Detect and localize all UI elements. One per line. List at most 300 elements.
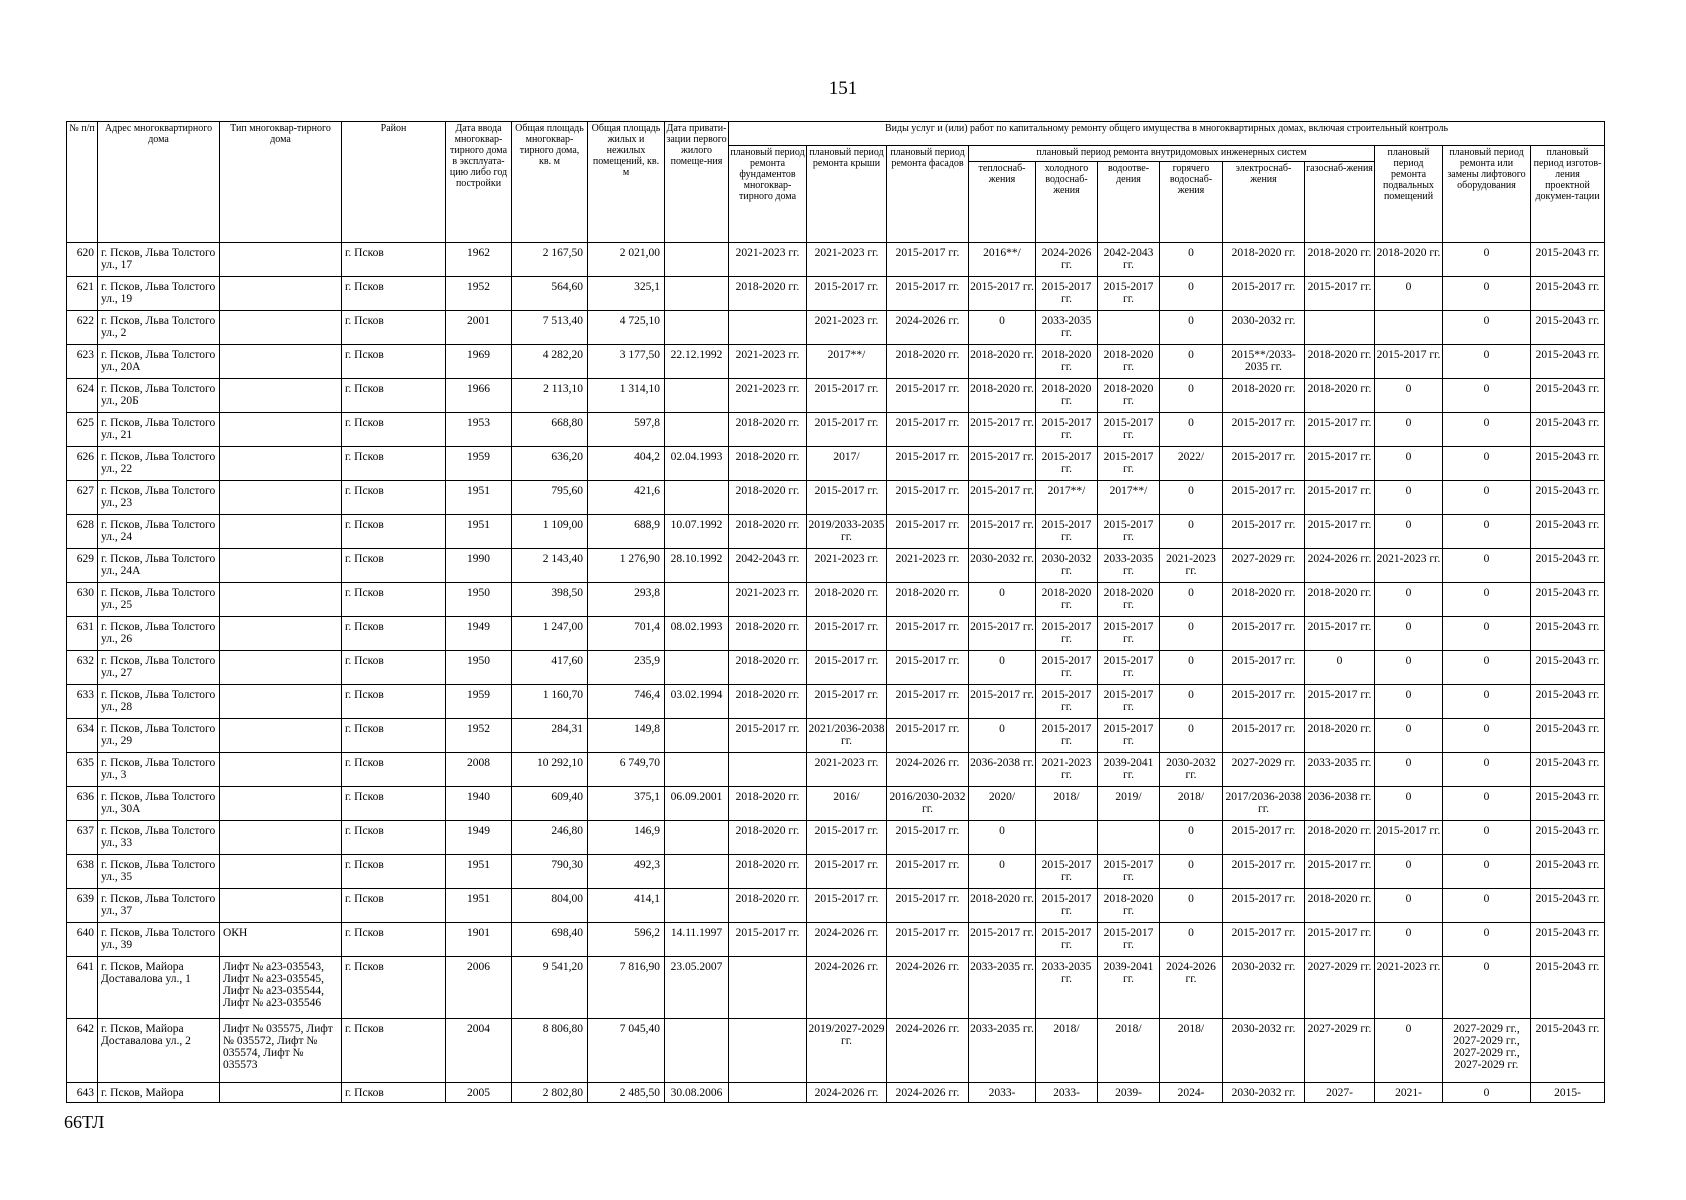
cell-foundation <box>729 753 807 787</box>
cell-year: 1949 <box>446 617 512 651</box>
cell-elec: 2030-2032 гг. <box>1223 1019 1305 1083</box>
cell-cold: 2033-2035 гг. <box>1036 957 1098 1019</box>
cell-heat: 2033- <box>969 1083 1036 1103</box>
cell-elec: 2015-2017 гг. <box>1223 923 1305 957</box>
cell-project: 2015-2043 гг. <box>1531 413 1605 447</box>
header-basement: плановый период ремонта подвальных помещений <box>1375 146 1443 243</box>
cell-project: 2015-2043 гг. <box>1531 447 1605 481</box>
cell-hot: 2024- <box>1160 1083 1223 1103</box>
cell-district: г. Псков <box>342 1019 446 1083</box>
cell-district: г. Псков <box>342 583 446 617</box>
cell-drain: 2015-2017 гг. <box>1098 651 1160 685</box>
cell-living: 2 485,50 <box>588 1083 665 1103</box>
cell-elevator: 0 <box>1443 821 1531 855</box>
cell-roof: 2021-2023 гг. <box>807 243 887 277</box>
cell-drain: 2039- <box>1098 1083 1160 1103</box>
cell-hot: 0 <box>1160 821 1223 855</box>
cell-basement: 0 <box>1375 447 1443 481</box>
cell-roof: 2015-2017 гг. <box>807 617 887 651</box>
cell-no: 640 <box>67 923 98 957</box>
cell-year: 1952 <box>446 719 512 753</box>
cell-year: 1901 <box>446 923 512 957</box>
table-row <box>67 821 1605 855</box>
cell-foundation <box>729 957 807 1019</box>
cell-roof: 2015-2017 гг. <box>807 855 887 889</box>
cell-year: 1951 <box>446 515 512 549</box>
cell-gas: 2036-2038 гг. <box>1305 787 1375 821</box>
cell-roof: 2015-2017 гг. <box>807 379 887 413</box>
table-row <box>67 889 1605 923</box>
cell-total: 1 160,70 <box>512 685 588 719</box>
cell-total: 284,31 <box>512 719 588 753</box>
cell-address: г. Псков, Льва Толстого ул., 37 <box>98 889 220 923</box>
cell-cold: 2015-2017 гг. <box>1036 889 1098 923</box>
cell-foundation: 2018-2020 гг. <box>729 685 807 719</box>
table-row <box>67 651 1605 685</box>
cell-elevator: 0 <box>1443 549 1531 583</box>
cell-no: 623 <box>67 345 98 379</box>
cell-foundation: 2015-2017 гг. <box>729 719 807 753</box>
cell-hot: 0 <box>1160 855 1223 889</box>
cell-no: 632 <box>67 651 98 685</box>
cell-living: 746,4 <box>588 685 665 719</box>
cell-elec: 2015-2017 гг. <box>1223 447 1305 481</box>
cell-cold: 2018-2020 гг. <box>1036 379 1098 413</box>
cell-total: 2 113,10 <box>512 379 588 413</box>
cell-gas: 2027-2029 гг. <box>1305 1019 1375 1083</box>
cell-basement: 2015-2017 гг. <box>1375 345 1443 379</box>
cell-district: г. Псков <box>342 855 446 889</box>
cell-facade: 2015-2017 гг. <box>887 855 969 889</box>
cell-living: 4 725,10 <box>588 311 665 345</box>
cell-no: 630 <box>67 583 98 617</box>
cell-gas: 2015-2017 гг. <box>1305 413 1375 447</box>
cell-elec: 2015-2017 гг. <box>1223 685 1305 719</box>
cell-no: 626 <box>67 447 98 481</box>
cell-address: г. Псков, Льва Толстого ул., 22 <box>98 447 220 481</box>
cell-district: г. Псков <box>342 447 446 481</box>
cell-elec: 2015-2017 гг. <box>1223 821 1305 855</box>
table-row <box>67 243 1605 277</box>
cell-priv <box>665 481 729 515</box>
cell-district: г. Псков <box>342 311 446 345</box>
cell-hot: 0 <box>1160 617 1223 651</box>
cell-gas: 2018-2020 гг. <box>1305 719 1375 753</box>
cell-drain: 2015-2017 гг. <box>1098 413 1160 447</box>
cell-living: 7 045,40 <box>588 1019 665 1083</box>
cell-year: 2008 <box>446 753 512 787</box>
cell-elevator: 0 <box>1443 413 1531 447</box>
cell-cold: 2033-2035 гг. <box>1036 311 1098 345</box>
cell-basement: 2021-2023 гг. <box>1375 957 1443 1019</box>
cell-basement: 0 <box>1375 787 1443 821</box>
cell-roof: 2018-2020 гг. <box>807 583 887 617</box>
cell-gas: 2018-2020 гг. <box>1305 821 1375 855</box>
cell-elevator: 0 <box>1443 685 1531 719</box>
cell-elec: 2027-2029 гг. <box>1223 549 1305 583</box>
table-row <box>67 379 1605 413</box>
cell-type <box>220 379 342 413</box>
cell-hot: 0 <box>1160 243 1223 277</box>
cell-priv: 28.10.1992 <box>665 549 729 583</box>
cell-foundation: 2021-2023 гг. <box>729 243 807 277</box>
cell-priv <box>665 889 729 923</box>
cell-facade: 2015-2017 гг. <box>887 889 969 923</box>
cell-priv <box>665 583 729 617</box>
cell-foundation: 2021-2023 гг. <box>729 583 807 617</box>
cell-address: г. Псков, Льва Толстого ул., 29 <box>98 719 220 753</box>
cell-drain: 2018-2020 гг. <box>1098 889 1160 923</box>
cell-hot: 2018/ <box>1160 787 1223 821</box>
cell-cold: 2018/ <box>1036 1019 1098 1083</box>
cell-elec: 2015-2017 гг. <box>1223 481 1305 515</box>
cell-living: 701,4 <box>588 617 665 651</box>
cell-facade: 2021-2023 гг. <box>887 549 969 583</box>
cell-facade: 2015-2017 гг. <box>887 685 969 719</box>
cell-project: 2015-2043 гг. <box>1531 787 1605 821</box>
cell-foundation: 2018-2020 гг. <box>729 447 807 481</box>
cell-address: г. Псков, Льва Толстого ул., 24А <box>98 549 220 583</box>
cell-basement: 2021- <box>1375 1083 1443 1103</box>
cell-total: 804,00 <box>512 889 588 923</box>
cell-total: 698,40 <box>512 923 588 957</box>
cell-total: 417,60 <box>512 651 588 685</box>
cell-cold: 2030-2032 гг. <box>1036 549 1098 583</box>
cell-living: 7 816,90 <box>588 957 665 1019</box>
cell-type <box>220 719 342 753</box>
cell-no: 643 <box>67 1083 98 1103</box>
cell-heat: 0 <box>969 821 1036 855</box>
table-body <box>67 243 1605 1103</box>
table-row <box>67 345 1605 379</box>
cell-foundation: 2021-2023 гг. <box>729 345 807 379</box>
cell-type <box>220 821 342 855</box>
cell-elec: 2015-2017 гг. <box>1223 651 1305 685</box>
cell-roof: 2021-2023 гг. <box>807 753 887 787</box>
cell-no: 637 <box>67 821 98 855</box>
table-row <box>67 855 1605 889</box>
cell-facade: 2015-2017 гг. <box>887 719 969 753</box>
cell-drain <box>1098 311 1160 345</box>
cell-type <box>220 617 342 651</box>
cell-district: г. Псков <box>342 753 446 787</box>
cell-living: 293,8 <box>588 583 665 617</box>
capital-repair-table <box>66 121 1605 1103</box>
cell-no: 624 <box>67 379 98 413</box>
header-cold-water: холодного водоснаб-жения <box>1036 162 1098 243</box>
cell-cold: 2033- <box>1036 1083 1098 1103</box>
table-row <box>67 481 1605 515</box>
cell-facade: 2015-2017 гг. <box>887 481 969 515</box>
cell-project: 2015-2043 гг. <box>1531 549 1605 583</box>
cell-type <box>220 685 342 719</box>
cell-hot: 0 <box>1160 685 1223 719</box>
cell-heat: 0 <box>969 855 1036 889</box>
cell-elevator: 0 <box>1443 311 1531 345</box>
cell-year: 1966 <box>446 379 512 413</box>
cell-district: г. Псков <box>342 889 446 923</box>
cell-elevator: 0 <box>1443 583 1531 617</box>
cell-facade: 2015-2017 гг. <box>887 821 969 855</box>
cell-elec: 2030-2032 гг. <box>1223 311 1305 345</box>
cell-district: г. Псков <box>342 787 446 821</box>
cell-roof: 2024-2026 гг. <box>807 923 887 957</box>
cell-year: 1990 <box>446 549 512 583</box>
cell-cold: 2015-2017 гг. <box>1036 413 1098 447</box>
cell-drain: 2015-2017 гг. <box>1098 685 1160 719</box>
cell-district: г. Псков <box>342 413 446 447</box>
cell-roof: 2024-2026 гг. <box>807 1083 887 1103</box>
cell-district: г. Псков <box>342 549 446 583</box>
cell-hot: 0 <box>1160 651 1223 685</box>
cell-year: 1959 <box>446 447 512 481</box>
cell-priv <box>665 243 729 277</box>
cell-elec: 2027-2029 гг. <box>1223 753 1305 787</box>
cell-drain: 2015-2017 гг. <box>1098 447 1160 481</box>
cell-living: 3 177,50 <box>588 345 665 379</box>
cell-roof: 2017/ <box>807 447 887 481</box>
cell-district: г. Псков <box>342 481 446 515</box>
cell-gas: 2018-2020 гг. <box>1305 889 1375 923</box>
table-row <box>67 277 1605 311</box>
cell-elec: 2018-2020 гг. <box>1223 583 1305 617</box>
cell-address: г. Псков, Льва Толстого ул., 21 <box>98 413 220 447</box>
cell-project: 2015-2043 гг. <box>1531 855 1605 889</box>
cell-basement: 0 <box>1375 515 1443 549</box>
cell-roof: 2021-2023 гг. <box>807 311 887 345</box>
cell-type <box>220 583 342 617</box>
cell-roof: 2021/2036-2038 гг. <box>807 719 887 753</box>
cell-project: 2015-2043 гг. <box>1531 379 1605 413</box>
cell-elec: 2030-2032 гг. <box>1223 957 1305 1019</box>
cell-heat: 2015-2017 гг. <box>969 515 1036 549</box>
cell-roof: 2019/2027-2029 гг. <box>807 1019 887 1083</box>
cell-no: 622 <box>67 311 98 345</box>
cell-roof: 2015-2017 гг. <box>807 889 887 923</box>
cell-year: 1951 <box>446 481 512 515</box>
cell-gas: 2018-2020 гг. <box>1305 379 1375 413</box>
table-row <box>67 685 1605 719</box>
cell-foundation <box>729 311 807 345</box>
cell-elevator: 2027-2029 гг., 2027-2029 гг., 2027-2029 гг., 2027-2029 гг. <box>1443 1019 1531 1083</box>
cell-living: 404,2 <box>588 447 665 481</box>
cell-facade: 2015-2017 гг. <box>887 515 969 549</box>
cell-total: 398,50 <box>512 583 588 617</box>
cell-cold: 2015-2017 гг. <box>1036 719 1098 753</box>
cell-living: 6 749,70 <box>588 753 665 787</box>
cell-cold: 2015-2017 гг. <box>1036 651 1098 685</box>
cell-basement: 0 <box>1375 855 1443 889</box>
cell-elevator: 0 <box>1443 651 1531 685</box>
cell-total: 564,60 <box>512 277 588 311</box>
cell-gas: 2015-2017 гг. <box>1305 515 1375 549</box>
cell-foundation: 2018-2020 гг. <box>729 855 807 889</box>
cell-cold: 2017**/ <box>1036 481 1098 515</box>
cell-gas: 2015-2017 гг. <box>1305 277 1375 311</box>
cell-priv <box>665 413 729 447</box>
cell-elevator: 0 <box>1443 787 1531 821</box>
cell-year: 1952 <box>446 277 512 311</box>
cell-priv: 23.05.2007 <box>665 957 729 1019</box>
cell-no: 621 <box>67 277 98 311</box>
cell-district: г. Псков <box>342 651 446 685</box>
cell-no: 620 <box>67 243 98 277</box>
cell-type <box>220 413 342 447</box>
table-row <box>67 719 1605 753</box>
cell-no: 641 <box>67 957 98 1019</box>
cell-drain: 2033-2035 гг. <box>1098 549 1160 583</box>
header-electric: электроснаб-жения <box>1223 162 1305 243</box>
cell-elec: 2030-2032 гг. <box>1223 1083 1305 1103</box>
cell-address: г. Псков, Майора <box>98 1083 220 1103</box>
table-row <box>67 413 1605 447</box>
header-roof: плановый период ремонта крыши <box>807 146 887 243</box>
cell-heat: 2015-2017 гг. <box>969 685 1036 719</box>
cell-address: г. Псков, Льва Толстого ул., 17 <box>98 243 220 277</box>
cell-district: г. Псков <box>342 617 446 651</box>
cell-address: г. Псков, Льва Толстого ул., 35 <box>98 855 220 889</box>
cell-facade: 2015-2017 гг. <box>887 379 969 413</box>
cell-facade: 2024-2026 гг. <box>887 753 969 787</box>
cell-priv: 02.04.1993 <box>665 447 729 481</box>
header-total-area: Общая площадь многоквар-тирного дома, кв. м <box>512 122 588 243</box>
cell-total: 790,30 <box>512 855 588 889</box>
cell-heat: 2030-2032 гг. <box>969 549 1036 583</box>
cell-type <box>220 277 342 311</box>
cell-priv: 08.02.1993 <box>665 617 729 651</box>
cell-foundation: 2018-2020 гг. <box>729 889 807 923</box>
cell-type <box>220 889 342 923</box>
cell-heat: 0 <box>969 311 1036 345</box>
cell-district: г. Псков <box>342 379 446 413</box>
cell-district: г. Псков <box>342 277 446 311</box>
cell-cold: 2015-2017 гг. <box>1036 685 1098 719</box>
cell-hot: 0 <box>1160 889 1223 923</box>
footer-code: 66ТЛ <box>64 1112 105 1132</box>
cell-address: г. Псков, Льва Толстого ул., 27 <box>98 651 220 685</box>
cell-hot: 0 <box>1160 413 1223 447</box>
cell-type: Лифт № а23-035543, Лифт № а23-035545, Лифт № а23-035544, Лифт № а23-035546 <box>220 957 342 1019</box>
cell-gas: 2018-2020 гг. <box>1305 583 1375 617</box>
cell-total: 1 247,00 <box>512 617 588 651</box>
cell-no: 627 <box>67 481 98 515</box>
cell-hot: 2018/ <box>1160 1019 1223 1083</box>
cell-foundation: 2018-2020 гг. <box>729 787 807 821</box>
cell-heat: 2033-2035 гг. <box>969 1019 1036 1083</box>
cell-address: г. Псков, Майора Доставалова ул., 2 <box>98 1019 220 1083</box>
cell-type <box>220 651 342 685</box>
cell-elevator: 0 <box>1443 923 1531 957</box>
cell-living: 325,1 <box>588 277 665 311</box>
cell-facade: 2015-2017 гг. <box>887 617 969 651</box>
cell-cold: 2018/ <box>1036 787 1098 821</box>
cell-living: 597,8 <box>588 413 665 447</box>
cell-year: 1962 <box>446 243 512 277</box>
table-row <box>67 617 1605 651</box>
cell-year: 2006 <box>446 957 512 1019</box>
header-drainage: водоотве-дения <box>1098 162 1160 243</box>
cell-elevator: 0 <box>1443 447 1531 481</box>
cell-drain: 2015-2017 гг. <box>1098 515 1160 549</box>
cell-roof: 2021-2023 гг. <box>807 549 887 583</box>
cell-heat: 2018-2020 гг. <box>969 889 1036 923</box>
cell-priv: 10.07.1992 <box>665 515 729 549</box>
cell-type <box>220 753 342 787</box>
cell-elec: 2017/2036-2038 гг. <box>1223 787 1305 821</box>
cell-heat: 2033-2035 гг. <box>969 957 1036 1019</box>
cell-heat: 2018-2020 гг. <box>969 379 1036 413</box>
cell-living: 492,3 <box>588 855 665 889</box>
cell-basement: 0 <box>1375 719 1443 753</box>
cell-year: 1969 <box>446 345 512 379</box>
cell-cold: 2018-2020 гг. <box>1036 583 1098 617</box>
cell-no: 639 <box>67 889 98 923</box>
cell-no: 635 <box>67 753 98 787</box>
cell-total: 2 802,80 <box>512 1083 588 1103</box>
cell-project: 2015-2043 гг. <box>1531 889 1605 923</box>
cell-total: 246,80 <box>512 821 588 855</box>
cell-basement: 0 <box>1375 685 1443 719</box>
cell-basement: 2015-2017 гг. <box>1375 821 1443 855</box>
cell-total: 9 541,20 <box>512 957 588 1019</box>
cell-priv: 22.12.1992 <box>665 345 729 379</box>
cell-gas: 0 <box>1305 651 1375 685</box>
cell-total: 609,40 <box>512 787 588 821</box>
cell-basement: 0 <box>1375 583 1443 617</box>
cell-elevator: 0 <box>1443 243 1531 277</box>
cell-elec: 2018-2020 гг. <box>1223 379 1305 413</box>
cell-priv <box>665 379 729 413</box>
cell-type <box>220 243 342 277</box>
cell-elevator: 0 <box>1443 957 1531 1019</box>
cell-heat: 2018-2020 гг. <box>969 345 1036 379</box>
cell-project: 2015-2043 гг. <box>1531 719 1605 753</box>
cell-heat: 2036-2038 гг. <box>969 753 1036 787</box>
cell-district: г. Псков <box>342 923 446 957</box>
cell-hot: 0 <box>1160 719 1223 753</box>
cell-type <box>220 549 342 583</box>
cell-type <box>220 311 342 345</box>
cell-priv: 14.11.1997 <box>665 923 729 957</box>
cell-total: 2 143,40 <box>512 549 588 583</box>
cell-elevator: 0 <box>1443 481 1531 515</box>
cell-roof: 2016/ <box>807 787 887 821</box>
cell-gas: 2018-2020 гг. <box>1305 243 1375 277</box>
cell-facade: 2024-2026 гг. <box>887 311 969 345</box>
cell-district: г. Псков <box>342 719 446 753</box>
cell-elec: 2015-2017 гг. <box>1223 719 1305 753</box>
cell-type <box>220 515 342 549</box>
cell-gas: 2027-2029 гг. <box>1305 957 1375 1019</box>
cell-foundation: 2042-2043 гг. <box>729 549 807 583</box>
cell-elevator: 0 <box>1443 345 1531 379</box>
table-row <box>67 549 1605 583</box>
cell-year: 1949 <box>446 821 512 855</box>
cell-total: 636,20 <box>512 447 588 481</box>
cell-drain: 2017**/ <box>1098 481 1160 515</box>
cell-living: 1 276,90 <box>588 549 665 583</box>
header-gas: газоснаб-жения <box>1305 162 1375 243</box>
cell-foundation: 2015-2017 гг. <box>729 923 807 957</box>
cell-priv <box>665 1019 729 1083</box>
cell-hot: 0 <box>1160 583 1223 617</box>
cell-drain: 2039-2041 гг. <box>1098 957 1160 1019</box>
cell-hot: 2022/ <box>1160 447 1223 481</box>
cell-year: 2004 <box>446 1019 512 1083</box>
table-row <box>67 753 1605 787</box>
cell-elevator: 0 <box>1443 753 1531 787</box>
cell-drain: 2015-2017 гг. <box>1098 923 1160 957</box>
